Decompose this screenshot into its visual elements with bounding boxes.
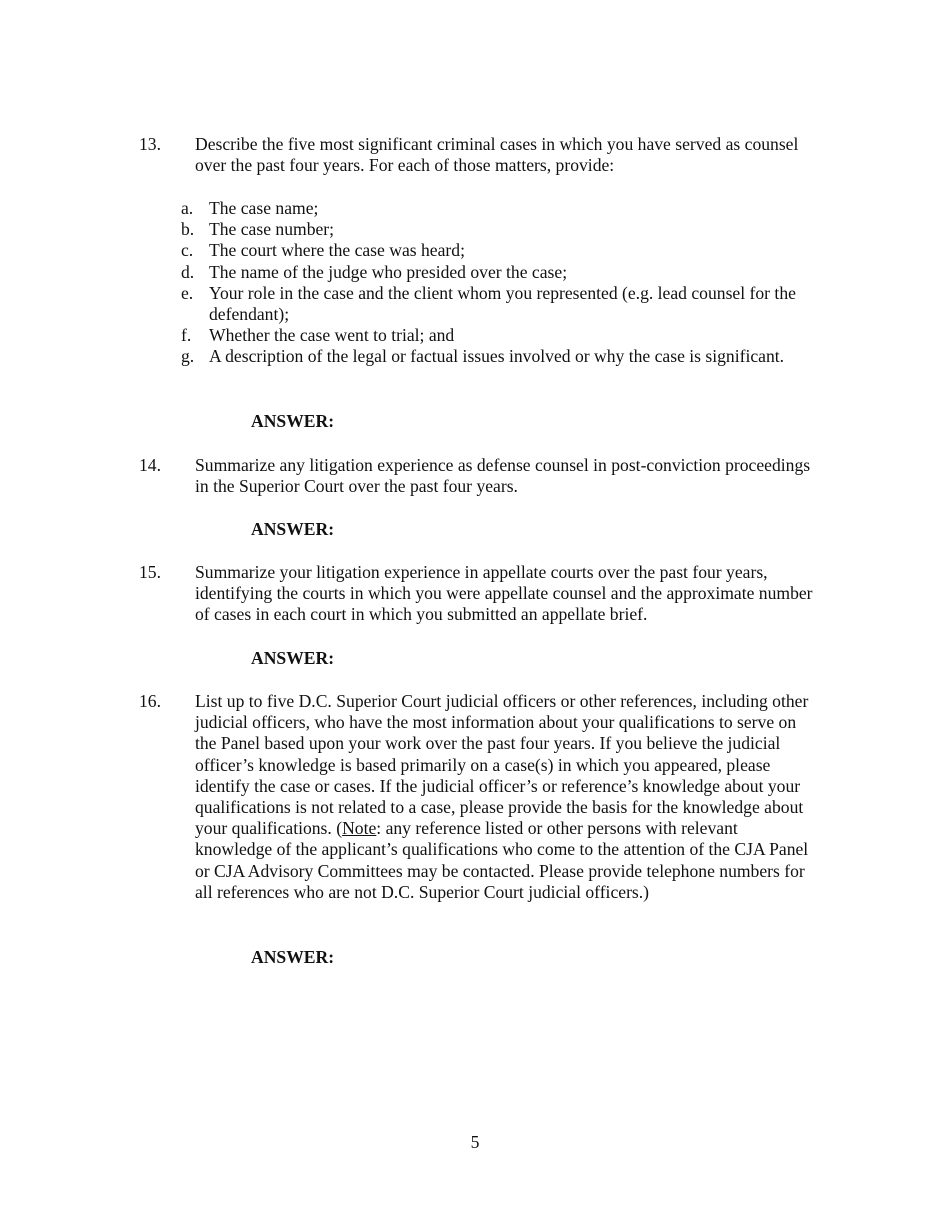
list-item-text: Whether the case went to trial; and [209,325,455,346]
list-item-letter: f. [181,325,192,346]
list-item [181,219,821,240]
question-number: 14. [139,455,161,475]
list-item-text: The case name; [209,198,319,218]
list-item [181,240,821,261]
question-number: 13. [139,134,161,154]
list-item [181,325,821,346]
question-text: Describe the five most significant criminal cases in which you have served as counsel over the past four years. For each of those matters, provide: [195,134,799,176]
list-item-letter: c. [181,240,194,261]
question-16 [139,691,839,903]
list-item [181,346,821,367]
list-item [181,283,821,325]
list-item [181,262,821,283]
question-13 [139,134,839,176]
list-item [181,198,821,219]
list-item-text: The court where the case was heard; [209,240,465,261]
list-item-text: The name of the judge who presided over the case; [209,261,568,282]
question-number: 15. [139,562,161,582]
list-item-letter: g. [181,346,195,367]
page-number: 5 [470,1132,480,1152]
question-text-part: : any reference listed or other persons with relevant knowledge of the applicant’s qualifications who come to the attention of the CJA Panel or CJA Advisory Committees may be contacted. Please provide telephone numbers for all references who are not D.C. Superior Court judicial officers.) [195,818,809,902]
list-item-text: The case number; [209,219,335,240]
answer-label-16: ANSWER: [251,947,335,967]
list-item-letter: a. [181,198,194,218]
note-label: Note [342,818,377,839]
list-item-letter: b. [181,219,195,240]
question-14 [139,455,839,497]
question-text [195,691,815,903]
question-text-part: List up to five D.C. Superior Court judicial officers or other references, including other judicial officers, who have the most information about your qualifications to serve on the Panel based upon your work over the past four years. If you believe the judicial officer’s knowledge is based primarily on a case(s) in which you appeared, please identify the case or cases. If the judicial officer’s or reference’s knowledge about your qualifications is not related to a case, please provide the basis for the knowledge about your qualifications. ( [195,691,809,839]
list-item-letter: e. [181,282,194,303]
question-number: 16. [139,691,161,711]
list-item-text: Your role in the case and the client whom you represented (e.g. lead counsel for the defendant); [209,282,796,325]
question-text: Summarize your litigation experience in appellate courts over the past four years, identifying the courts in which you were appellate counsel and the approximate number of cases in each court in which you submitted an appellate brief. [195,562,813,625]
answer-label-13: ANSWER: [251,411,335,431]
question-15 [139,562,839,626]
question-text: Summarize any litigation experience as defense counsel in post-conviction proceedings in the Superior Court over the past four years. [195,455,811,497]
list-item-letter: d. [181,261,195,282]
answer-label-15: ANSWER: [251,648,335,668]
question-13-sublist [181,198,821,368]
answer-label-14: ANSWER: [251,519,335,539]
list-item-text: A description of the legal or factual issues involved or why the case is significant. [209,346,785,367]
